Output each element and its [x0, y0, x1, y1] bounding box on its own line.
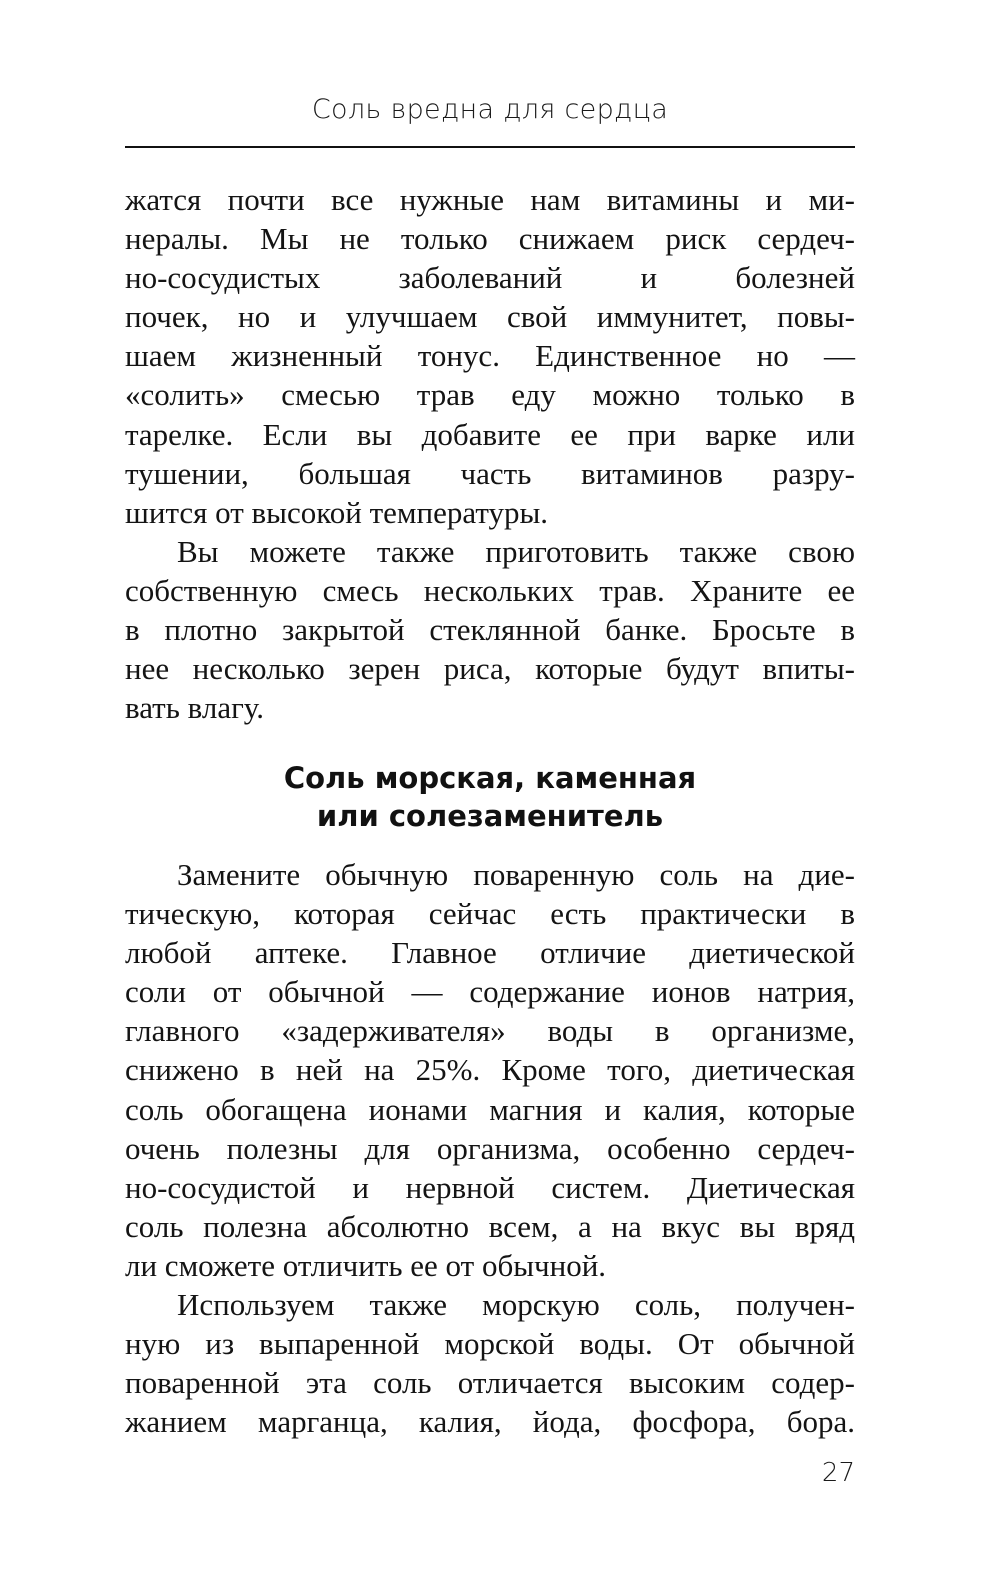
text-line: шится от высокой температуры. [125, 494, 549, 530]
text-line: любой аптеке. Главное отличие диетической [125, 935, 855, 971]
paragraph-dietary-salt [125, 855, 855, 1285]
text-line: тарелке. Если вы добавите ее при варке или [125, 416, 855, 452]
text-line: ли сможете отличить ее от обычной. [125, 1247, 607, 1283]
text-line: но-сосудистых заболеваний и болезней [125, 260, 855, 296]
section-heading-line: или солезаменитель [316, 799, 664, 833]
text-line: Замените обычную поваренную соль на дие- [177, 857, 855, 892]
text-line: почек, но и улучшаем свой иммунитет, повы- [125, 299, 855, 335]
text-line: нералы. Мы не только снижаем риск сердеч- [125, 221, 855, 257]
paragraph-sea-salt [125, 1285, 855, 1441]
paragraph-herb-mix [125, 532, 855, 727]
header-rule [125, 146, 855, 148]
text-line: вать влагу. [125, 690, 264, 726]
text-line: ную из выпаренной морской воды. От обычной [125, 1326, 855, 1362]
text-line: поваренной эта соль отличается высоким содер- [125, 1365, 855, 1401]
text-line: собственную смесь нескольких трав. Храните ее [125, 573, 855, 609]
text-line: тушении, большая часть витаминов разру- [125, 455, 855, 491]
running-head: Соль вредна для сердца [311, 94, 669, 125]
text-line: шаем жизненный тонус. Единственное но — [125, 338, 855, 374]
text-line: в плотно закрытой стеклянной банке. Бросьте в [125, 612, 855, 648]
section-heading-line: Соль морская, каменная [283, 761, 697, 795]
text-line: Используем также морскую соль, получен- [177, 1287, 855, 1322]
text-line: жанием марганца, калия, йода, фосфора, бора. [125, 1404, 855, 1440]
text-line: главного «задерживателя» воды в организме, [125, 1013, 855, 1049]
text-line: «солить» смесью трав еду можно только в [125, 377, 855, 413]
text-line: соль полезна абсолютно всем, а на вкус вы вряд [125, 1208, 855, 1244]
text-line: но-сосудистой и нервной систем. Диетическая [125, 1169, 855, 1205]
text-line: жатся почти все нужные нам витамины и ми- [125, 182, 855, 217]
paragraph-continued [125, 180, 855, 532]
text-line: очень полезны для организма, особенно сердеч- [125, 1130, 855, 1166]
page-number: 27 [821, 1458, 855, 1488]
text-line: соли от обычной — содержание ионов натрия, [125, 974, 855, 1010]
text-line: соль обогащена ионами магния и калия, которые [125, 1091, 855, 1127]
text-line: тическую, которая сейчас есть практически в [125, 896, 855, 932]
section-heading [125, 759, 855, 835]
text-line: нее несколько зерен риса, которые будут впиты- [125, 651, 855, 687]
text-line: снижено в ней на 25%. Кроме того, диетическая [125, 1052, 855, 1088]
text-line: Вы можете также приготовить также свою [177, 534, 855, 569]
